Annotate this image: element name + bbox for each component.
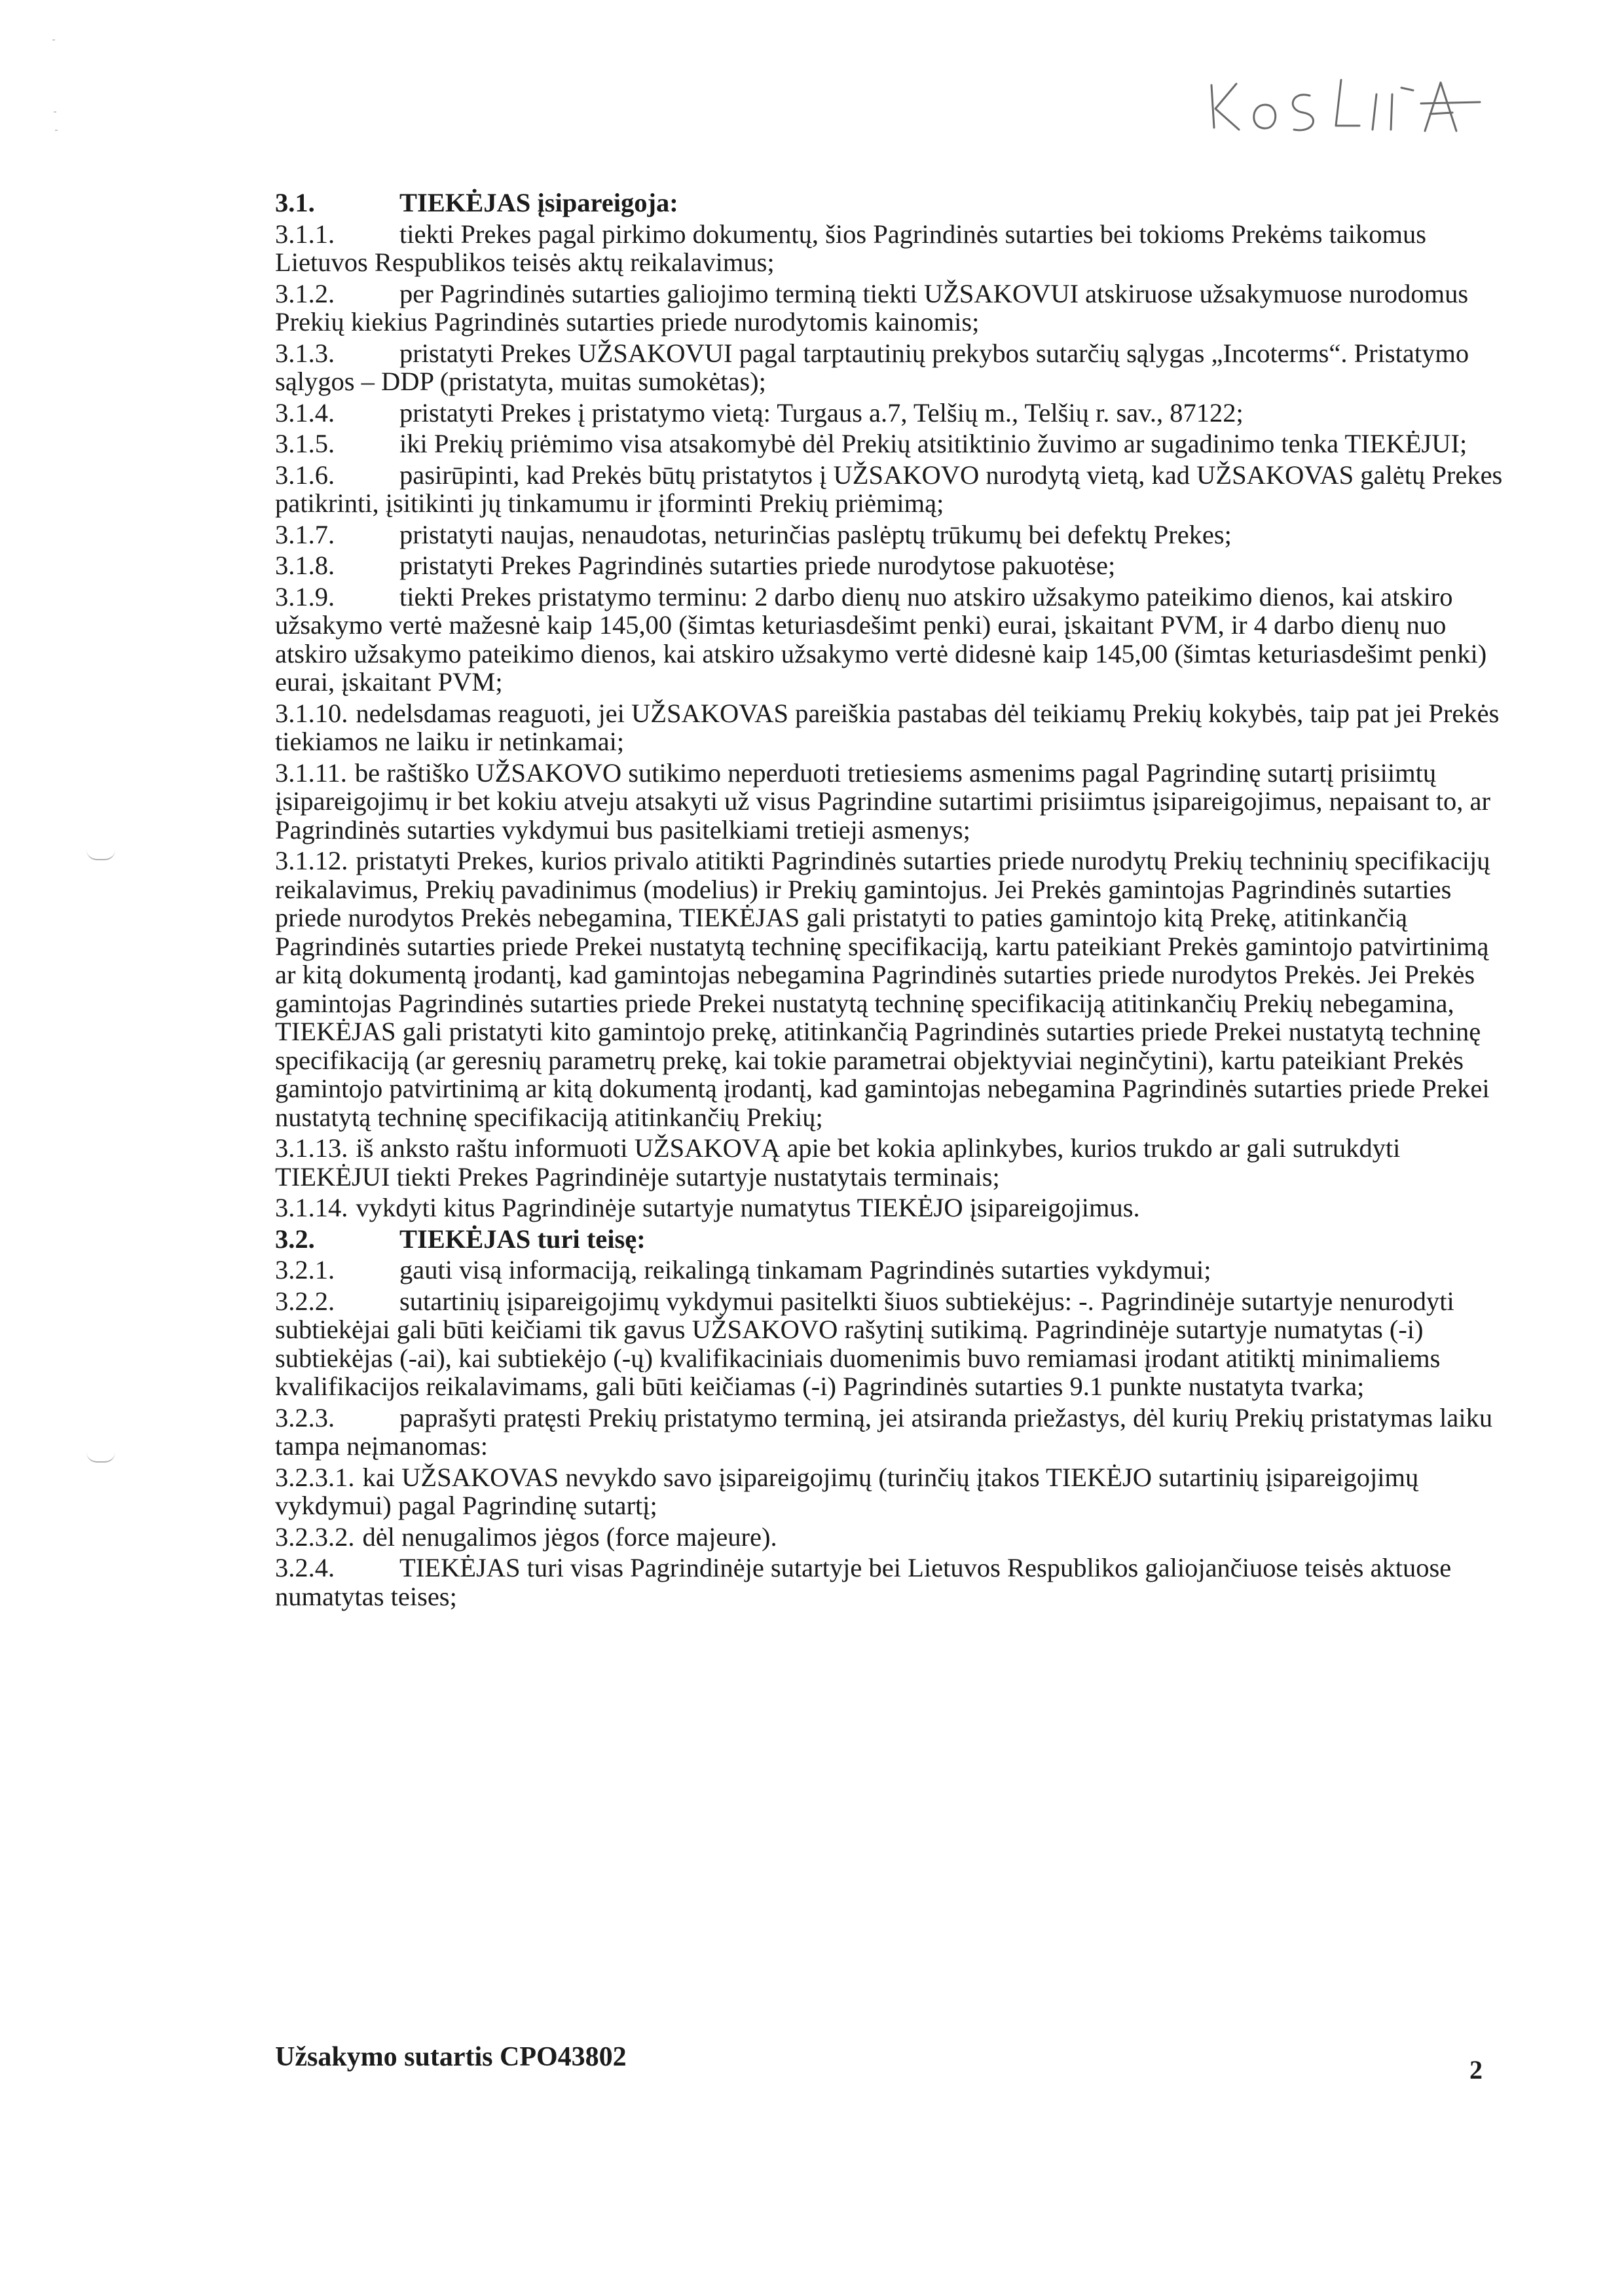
clause-item (275, 1134, 1513, 1191)
clause-item (275, 1287, 1513, 1401)
clause-text: TIEKĖJAS įsipareigoja: (399, 188, 678, 217)
clause-number: 3.2.1. (275, 1255, 335, 1285)
clause-number: 3.1.6. (275, 460, 335, 490)
clause-item (275, 1463, 1513, 1520)
clause-item (275, 220, 1513, 277)
clause-text: sutartinių įsipareigojimų vykdymui pasitelkti šiuos subtiekėjus: -. Pagrindinėje sutartyje nenurodyti subtiekėjai gali būti keičiami tik gavus UŽSAKOVO rašytinį sutikimą. Pagrindinėje sutartyje numatytas (-i) subtiekėjas (-ai), kai subtiekėjo (-ų) kvalifikaciniais duomenimis buvo remiamasi įrodant atitiktį minimaliems kvalifikacijos reikalavimams, gali būti keičiamas (-i) Pagrindinės sutarties 9.1 punkte nustatyta tvarka; (275, 1286, 1454, 1401)
scan-margin-mark (86, 1452, 115, 1463)
clause-text: vykdyti kitus Pagrindinėje sutartyje numatytus TIEKĖJO įsipareigojimus. (356, 1193, 1140, 1222)
handwritten-signature-icon (1205, 65, 1493, 144)
clause-text: iki Prekių priėmimo visa atsakomybė dėl Prekių atsitiktinio žuvimo ar sugadinimo tenka TIEKĖJUI; (399, 429, 1467, 458)
clause-number: 3.2. (275, 1224, 315, 1254)
clause-number: 3.1.1. (275, 219, 335, 249)
clause-number: 3.1.14. (275, 1193, 348, 1222)
clause-number: 3.2.4. (275, 1553, 335, 1582)
clause-text: paprašyti pratęsti Prekių pristatymo terminą, jei atsiranda priežastys, dėl kurių Prekių pristatymas laiku tampa neįmanomas: (275, 1402, 1493, 1461)
clause-text: dėl nenugalimos jėgos (force majeure). (362, 1522, 777, 1552)
clause-item (275, 339, 1513, 396)
clause-text: tiekti Prekes pristatymo terminu: 2 darbo dienų nuo atskiro užsakymo pateikimo dienos, kai atskiro užsakymo vertė mažesnė kaip 145,00 (šimtas keturiasdešimt penki) eurai, įskaitant PVM, ir 4 darbo dienų nuo atskiro užsakymo pateikimo dienos, kai atskiro užsakymo vertė didesnė kaip 145,00 (šimtas keturiasdešimt penki) eurai, įskaitant PVM; (275, 581, 1487, 697)
clause-text: pristatyti Prekes į pristatymo vietą: Turgaus a.7, Telšių m., Telšių r. sav., 87122; (399, 397, 1244, 428)
clause-item (275, 1194, 1513, 1222)
clause-item (275, 759, 1513, 845)
clause-item (275, 280, 1513, 337)
clause-text: be raštiško UŽSAKOVO sutikimo neperduoti tretiesiems asmenims pagal Pagrindinę sutartį prisiimtų įsipareigojimų ir bet kokiu atveju atsakyti už visus Pagrindine sutartimi prisiimtus įsipareigojimus, nepaisant to, ar Pagrindinės sutarties vykdymui bus pasitelkiami tretieji asmenys; (275, 757, 1490, 845)
clause-text: per Pagrindinės sutarties galiojimo terminą tiekti UŽSAKOVUI atskiruose užsakymuose nurodomus Prekių kiekius Pagrindinės sutarties priede nurodytomis kainomis; (275, 278, 1469, 337)
clause-text: nedelsdamas reaguoti, jei UŽSAKOVAS pareiškia pastabas dėl teikiamų Prekių kokybės, taip pat jei Prekės tiekiamos ne laiku ir netinkamai; (275, 698, 1500, 756)
scan-speck (52, 39, 55, 41)
clause-item (275, 1523, 1513, 1552)
clause-item (275, 1404, 1513, 1461)
clause-text: gauti visą informaciją, reikalingą tinkamam Pagrindinės sutarties vykdymui; (399, 1255, 1211, 1285)
clause-number: 3.2.3.2. (275, 1522, 355, 1552)
clause-text: pristatyti Prekes Pagrindinės sutarties priede nurodytose pakuotėse; (399, 551, 1116, 580)
scan-margin-mark (86, 850, 115, 860)
scan-speck (54, 111, 56, 113)
clause-text: TIEKĖJAS turi visas Pagrindinėje sutartyje bei Lietuvos Respublikos galiojančiuose teisės aktuose numatytas teises; (275, 1553, 1452, 1611)
clause-item (275, 429, 1513, 458)
clause-text: TIEKĖJAS turi teisę: (399, 1224, 646, 1254)
clause-item (275, 551, 1513, 580)
clause-number: 3.1.5. (275, 429, 335, 458)
scan-speck (55, 130, 58, 131)
clause-number: 3.1.3. (275, 338, 335, 368)
section-heading (275, 1225, 1513, 1254)
clause-item (275, 461, 1513, 518)
clause-item (275, 1256, 1513, 1285)
clause-number: 3.1.8. (275, 551, 335, 580)
clause-number: 3.1.12. (275, 846, 348, 875)
footer-title: Užsakymo sutartis CPO43802 (275, 2042, 627, 2072)
clause-text: pristatyti Prekes, kurios privalo atitikti Pagrindinės sutarties priede nurodytų Prekių techninių specifikacijų reikalavimus, Prekių pavadinimus (modelius) ir Prekių gamintojus. Jei Prekės gamintojas Pagrindinės sutarties priede nurodytos Prekės nebegamina, TIEKĖJAS gali pristatyti to paties gamintojo kitą Prekę, atitinkančią Pagrindinės sutarties priede Prekei nustatytą techninę specifikaciją, kartu pateikiant Prekės gamintojo patvirtinimą ar kitą dokumentą įrodantį, kad gamintojas nebegamina Pagrindinės sutarties priede nurodytos Prekės. Jei Prekės gamintojas Pagrindinės sutarties priede Prekei nustatytą techninę specifikaciją atitinkančių Prekių nebegamina, TIEKĖJAS gali pristatyti kito gamintojo prekę, atitinkančią Pagrindinės sutarties priede Prekei nustatytą techninę specifikaciją (ar geresnių parametrų prekę, kai tokie parametrai objektyviai neginčytini), kartu pateikiant Prekės gamintojo patvirtinimą ar kitą dokumentą įrodantį, kad gamintojas nebegamina Pagrindinės sutarties priede Prekei nustatytą techninę specifikaciją atitinkančių Prekių; (275, 846, 1490, 1132)
clause-item (275, 1554, 1513, 1611)
clause-text: pasirūpinti, kad Prekės būtų pristatytos į UŽSAKOVO nurodytą vietą, kad UŽSAKOVAS galėtų Prekes patikrinti, įsitikinti jų tinkamumu ir įforminti Prekių priėmimą; (275, 460, 1503, 518)
clause-number: 3.1.4. (275, 397, 335, 428)
clause-number: 3.2.3. (275, 1402, 335, 1432)
clause-number: 3.2.2. (275, 1286, 335, 1316)
handwritten-note (1205, 65, 1493, 144)
clause-number: 3.1.7. (275, 519, 335, 549)
clause-text: pristatyti naujas, nenaudotas, neturinčias paslėptų trūkumų bei defektų Prekes; (399, 519, 1232, 549)
clause-text: kai UŽSAKOVAS nevykdo savo įsipareigojimų (turinčių įtakos TIEKĖJO sutartinių įsipareigojimų vykdymui) pagal Pagrindinę sutartį; (275, 1462, 1419, 1520)
clause-number: 3.1.10. (275, 698, 348, 728)
clause-text: iš anksto raštu informuoti UŽSAKOVĄ apie bet kokia aplinkybes, kurios trukdo ar gali sutrukdyti TIEKĖJUI tiekti Prekes Pagrindinėje sutartyje nustatytais terminais; (275, 1133, 1401, 1192)
clause-text: pristatyti Prekes UŽSAKOVUI pagal tarptautinių prekybos sutarčių sąlygas „Incoterms“. Pristatymo sąlygos – DDP (pristatyta, muitas sumokėtas); (275, 338, 1469, 396)
clause-item (275, 847, 1513, 1131)
contract-clauses (275, 189, 1513, 1613)
clause-item (275, 520, 1513, 549)
clause-number: 3.1. (275, 188, 315, 217)
clause-item (275, 399, 1513, 428)
clause-number: 3.1.9. (275, 581, 335, 611)
clause-number: 3.1.11. (275, 757, 347, 788)
clause-item (275, 699, 1513, 756)
clause-number: 3.1.2. (275, 278, 335, 308)
clause-number: 3.2.3.1. (275, 1462, 355, 1492)
page-number: 2 (1469, 2055, 1483, 2085)
clause-item (275, 583, 1513, 697)
clause-text: tiekti Prekes pagal pirkimo dokumentų, šios Pagrindinės sutarties bei tokioms Prekėms taikomus Lietuvos Respublikos teisės aktų reikalavimus; (275, 219, 1427, 277)
section-heading (275, 189, 1513, 217)
clause-number: 3.1.13. (275, 1133, 348, 1163)
